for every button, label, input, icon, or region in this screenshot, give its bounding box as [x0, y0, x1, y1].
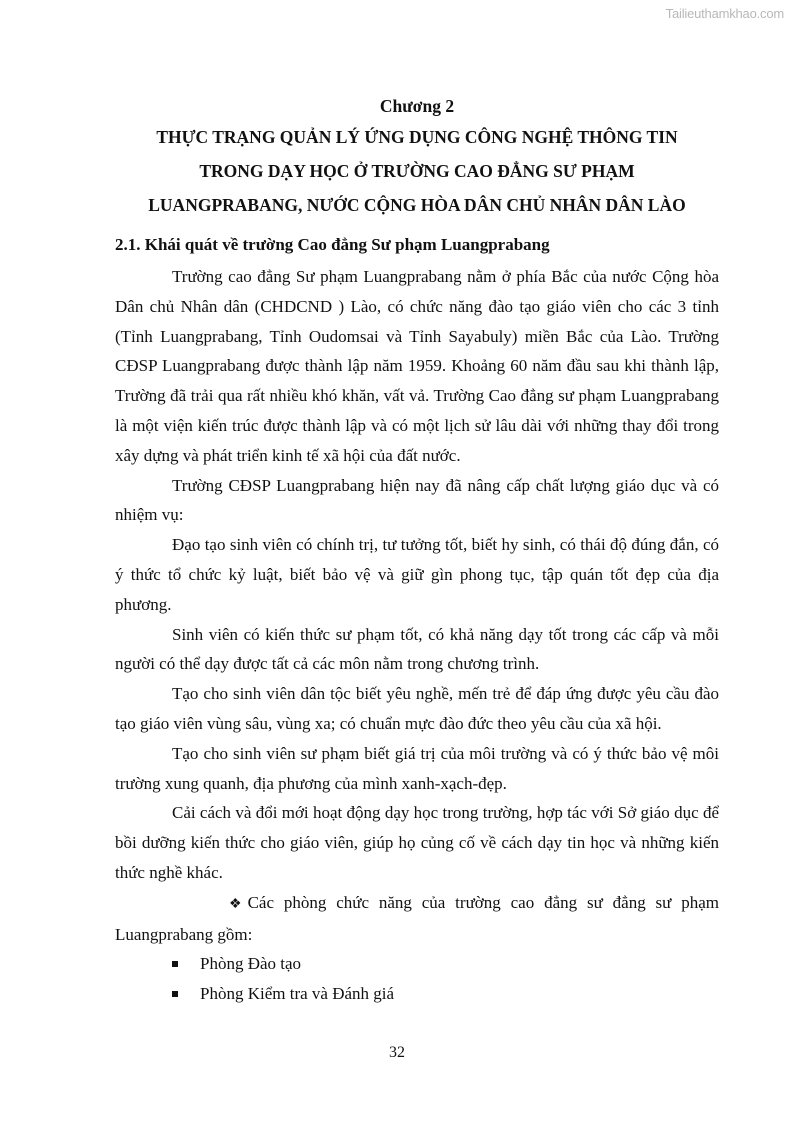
- paragraph-overview: Trường cao đẳng Sư phạm Luangprabang nằm ở phía Bắc của nước Cộng hòa Dân chủ Nhân dân (CHDCND ) Lào, có chức năng đào tạo giáo viên cho các 3 tỉnh (Tỉnh Luangprabang, Tỉnh Oudomsai và Tỉnh Sayabuly) miền Bắc của Lào. Trường CĐSP Luangprabang được thành lập năm 1959. Khoảng 60 năm đầu sau khi thành lập, Trường đã trải qua rất nhiều khó khăn, vất vả. Trường Cao đẳng sư phạm Luangprabang là một viện kiến trúc được thành lập và có một lịch sử lâu dài với những thay đổi trong xây dựng và phát triển kinh tế xã hội của đất nước.: [115, 267, 719, 465]
- paragraph-mission-intro: Trường CĐSP Luangprabang hiện nay đã nâng cấp chất lượng giáo dục và có nhiệm vụ:: [115, 475, 719, 525]
- diamond-list-item: [115, 888, 719, 950]
- chapter-title: [115, 120, 719, 222]
- paragraph-mission-1: Đạo tạo sinh viên có chính trị, tư tưởng tốt, biết hy sinh, có thái độ đúng đắn, có ý thức tổ chức kỷ luật, biết bảo vệ và giữ gìn phong tục, tập quán tốt đẹp của địa phương.: [115, 535, 719, 614]
- page-number: 32: [389, 1044, 405, 1061]
- section-body: [115, 262, 719, 1009]
- paragraph-mission-3: Tạo cho sinh viên dân tộc biết yêu nghề, mến trẻ để đáp ứng được yêu cầu đào tạo giáo viên vùng sâu, vùng xa; có chuẩn mực đào đức theo yêu cầu của xã hội.: [115, 684, 719, 733]
- chapter-title-line-2: TRONG DẠY HỌC Ở TRƯỜNG CAO ĐẲNG SƯ PHẠM: [199, 161, 635, 181]
- bullet-list-item: [115, 979, 719, 1009]
- square-bullet-icon: [172, 991, 178, 997]
- paragraph-mission-5: Cải cách và đổi mới hoạt động dạy học trong trường, hợp tác với Sở giáo dục để bồi dưỡng kiến thức cho giáo viên, giúp họ củng cố về cách dạy tin học và những kiến thức nghề khác.: [115, 803, 719, 882]
- chapter-title-line-3: LUANGPRABANG, NƯỚC CỘNG HÒA DÂN CHỦ NHÂN DÂN LÀO: [148, 195, 686, 215]
- section-heading: 2.1. Khái quát về trường Cao đẳng Sư phạm Luangprabang: [115, 235, 550, 254]
- document-page: [115, 92, 719, 222]
- bullet-list-item: [115, 949, 719, 979]
- paragraph-mission-4: Tạo cho sinh viên sư phạm biết giá trị của môi trường và có ý thức bảo vệ môi trường xung quanh, địa phương của mình xanh-xạch-đẹp.: [115, 743, 719, 793]
- watermark: Tailieuthamkhao.com: [665, 6, 784, 21]
- paragraph-mission-2: Sinh viên có kiến thức sư phạm tốt, có khả năng dạy tốt trong các cấp và mỗi người có thể dạy được tất cả các môn nằm trong chương trình.: [115, 624, 719, 674]
- chapter-label: Chương 2: [379, 96, 455, 116]
- bullet-item-text: Phòng Đào tạo: [200, 954, 302, 974]
- diamond-bullet-icon: ❖: [229, 896, 242, 912]
- square-bullet-icon: [172, 961, 178, 967]
- bullet-item-text: Phòng Kiểm tra và Đánh giá: [200, 984, 395, 1004]
- diamond-item-text: Các phòng chức năng của trường cao đẳng sư đẳng sư phạm Luangprabang gồm:: [115, 892, 719, 944]
- chapter-title-line-1: THỰC TRẠNG QUẢN LÝ ỨNG DỤNG CÔNG NGHỆ THÔNG TIN: [156, 127, 678, 147]
